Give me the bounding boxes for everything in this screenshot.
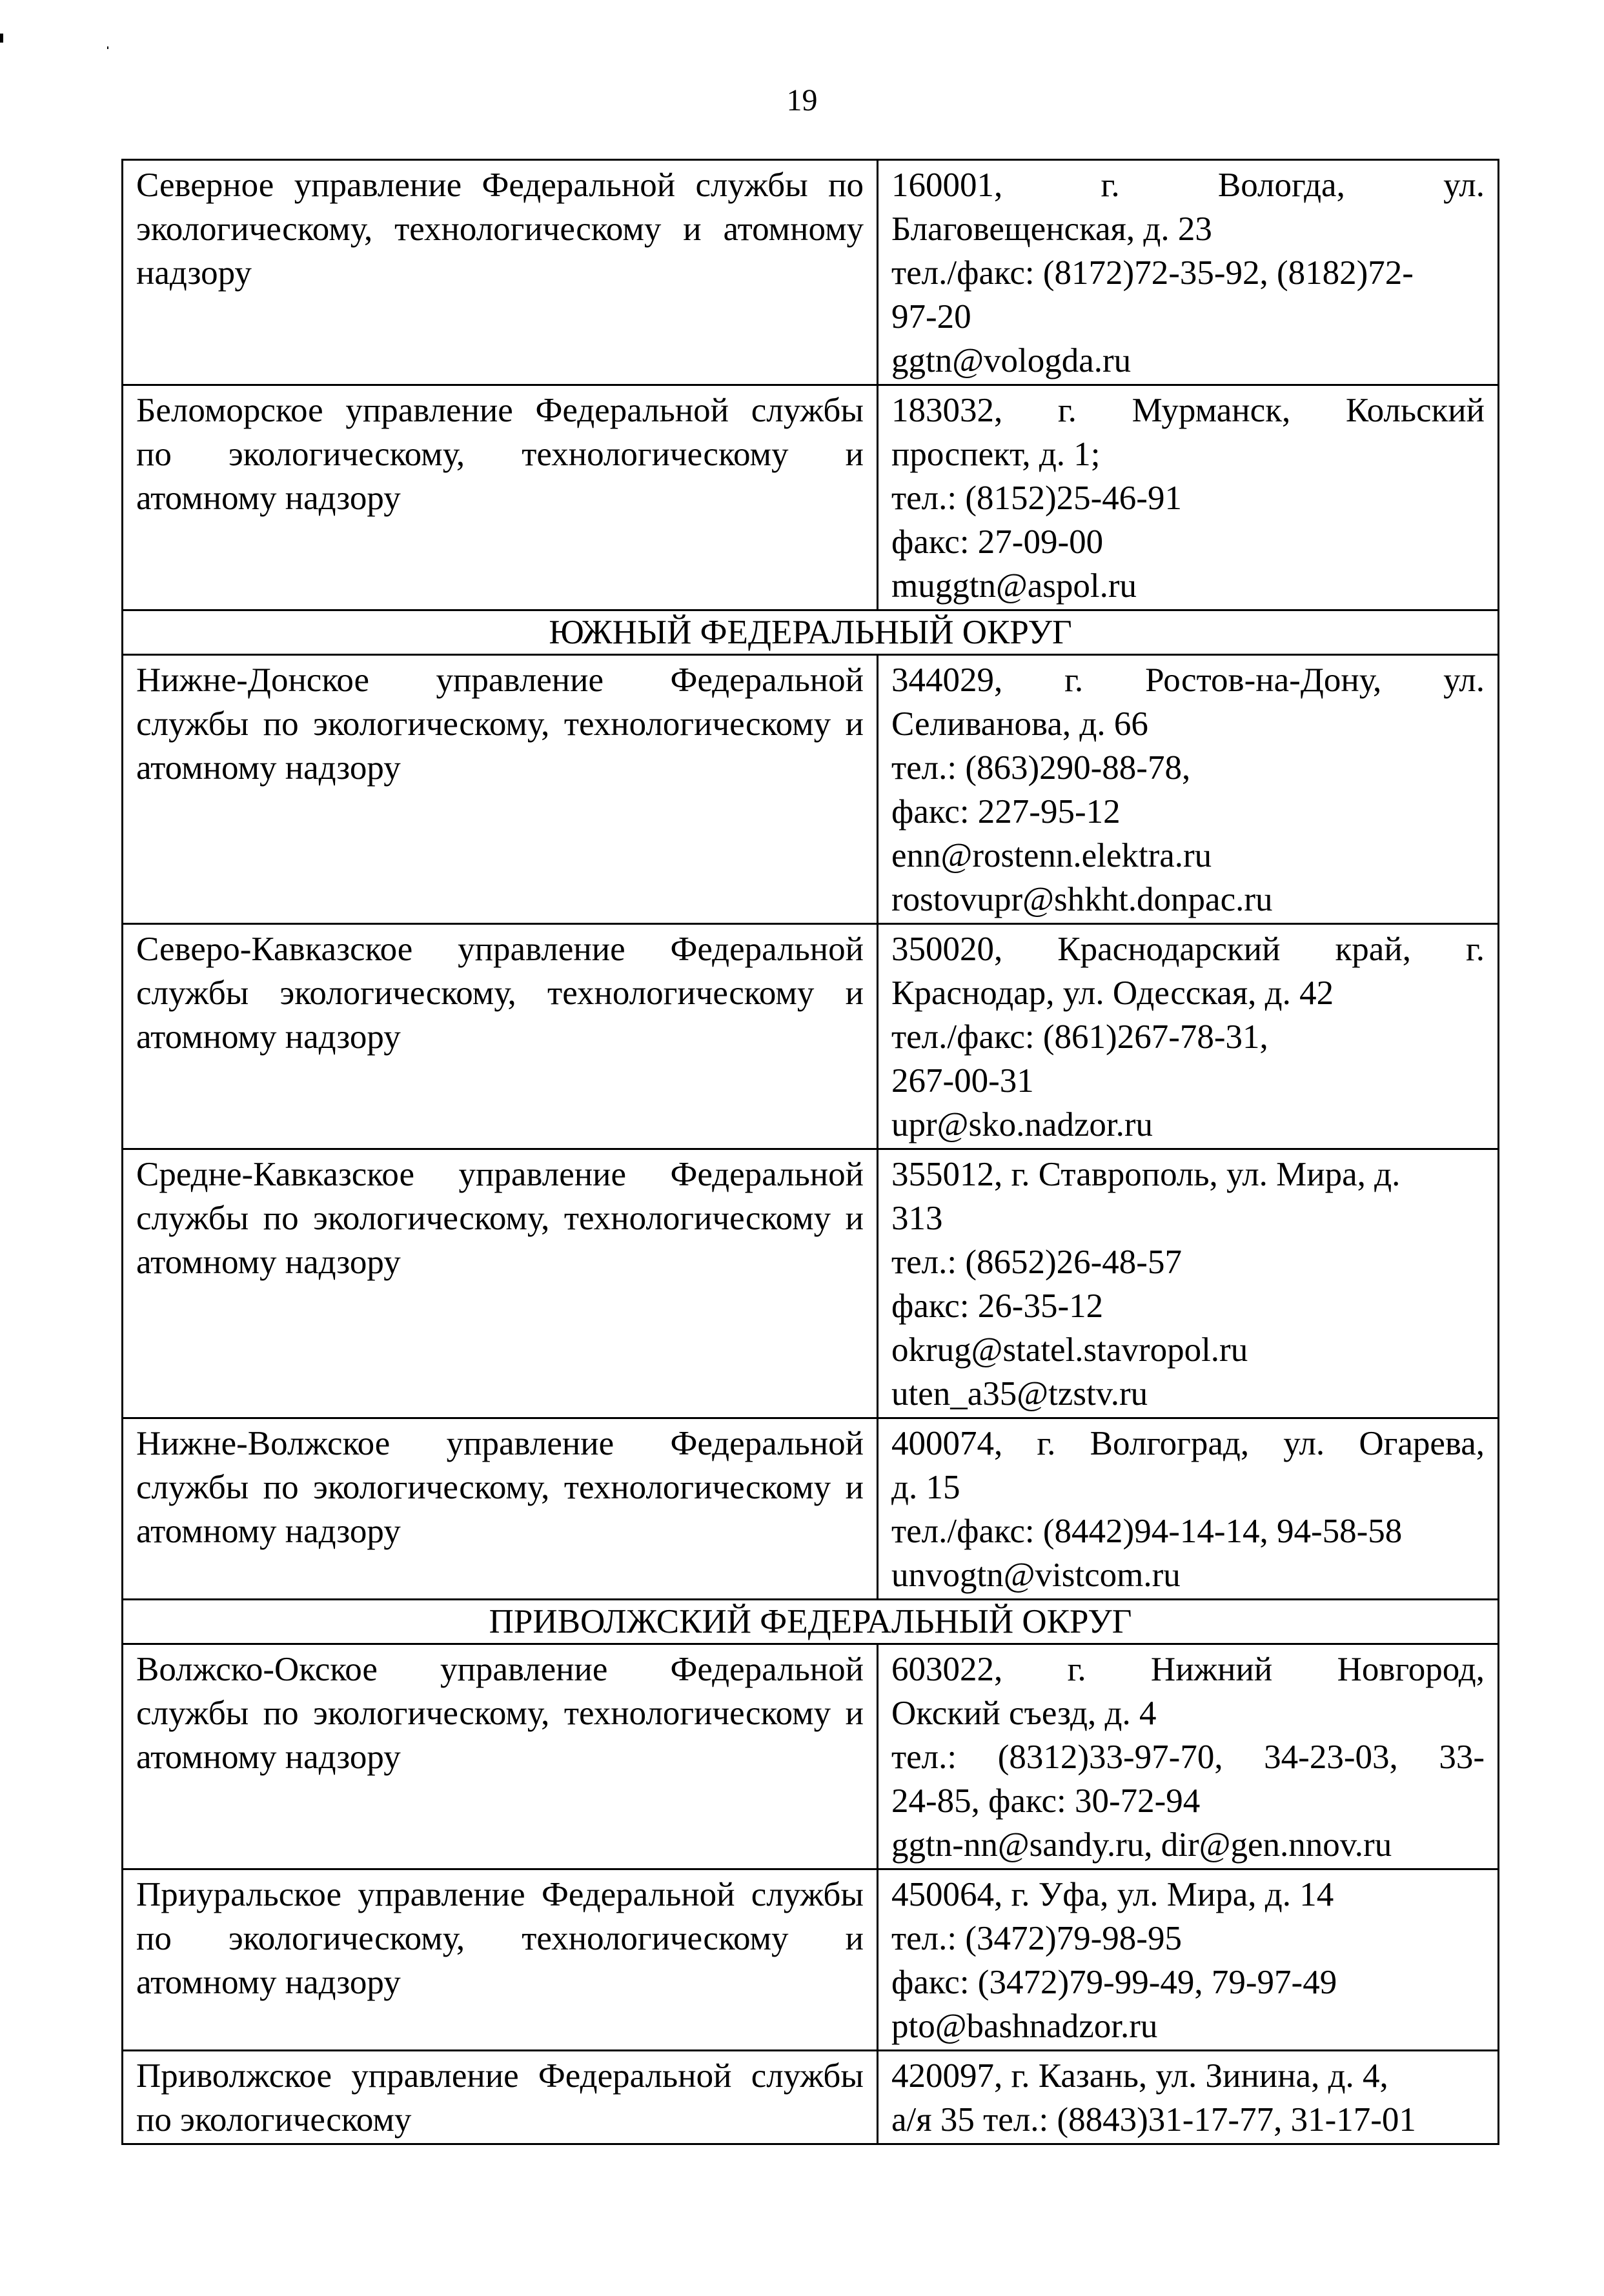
address-line: тел./факс: (8172)72-35-92, (8182)72- — [891, 254, 1414, 292]
org-name: Северное управление Федеральной службы по экологическому, технологическому и атомному надзору — [123, 160, 878, 385]
page-number: 19 — [786, 83, 818, 117]
address-line: тел./факс: (8442)94-14-14, 94-58-58 — [891, 1513, 1403, 1550]
address-line: факс: (3472)79-99-49, 79-97-49 — [891, 1964, 1337, 2001]
address-line: 24-85, факс: 30-72-94 — [891, 1782, 1201, 1820]
org-address — [878, 160, 1499, 385]
org-address — [878, 924, 1499, 1149]
org-name: Нижне-Донское управление Федеральной службы по экологическому, технологическому и атомному надзору — [123, 655, 878, 924]
table-row — [123, 385, 1499, 610]
org-address — [878, 1869, 1499, 2051]
address-line: 350020, Краснодарский край, г. — [891, 931, 1485, 968]
address-line: 313 — [891, 1200, 943, 1237]
org-address — [878, 1149, 1499, 1418]
address-line: Краснодар, ул. Одесская, д. 42 — [891, 974, 1334, 1012]
org-name: Волжско-Окское управление Федеральной службы по экологическому, технологическому и атомному надзору — [123, 1644, 878, 1869]
scan-mark-tick — [107, 46, 108, 49]
email: okrug@statel.stavropol.ru — [891, 1331, 1248, 1369]
org-name: Приволжское управление Федеральной службы по экологическому — [123, 2051, 878, 2144]
address-line: 400074, г. Волгоград, ул. Огарева, — [891, 1425, 1485, 1462]
email: ggtn-nn@sandy.ru, dir@gen.nnov.ru — [891, 1826, 1392, 1864]
table-row — [123, 1149, 1499, 1418]
table-row — [123, 160, 1499, 385]
address-line: проспект, д. 1; — [891, 436, 1101, 473]
scan-mark-dot — [0, 34, 3, 43]
address-line: 355012, г. Ставрополь, ул. Мира, д. — [891, 1156, 1401, 1193]
address-line: 97-20 — [891, 298, 971, 336]
region-header-row — [123, 1600, 1499, 1644]
org-name: Средне-Кавказское управление Федеральной службы по экологическому, технологическому и атомному надзору — [123, 1149, 878, 1418]
address-line: тел.: (8312)33-97-70, 34-23-03, 33- — [891, 1738, 1485, 1776]
email: muggtn@aspol.ru — [891, 567, 1137, 605]
org-name: Приуральское управление Федеральной службы по экологическому, технологическому и атомному надзору — [123, 1869, 878, 2051]
address-line: 344029, г. Ростов-на-Дону, ул. — [891, 661, 1485, 699]
address-line: тел.: (8152)25-46-91 — [891, 479, 1182, 517]
email: rostovupr@shkht.donpac.ru — [891, 881, 1273, 918]
email: pto@bashnadzor.ru — [891, 2008, 1158, 2045]
address-line: 450064, г. Уфа, ул. Мира, д. 14 — [891, 1876, 1334, 1913]
email: enn@rostenn.elektra.ru — [891, 837, 1212, 874]
address-line: тел.: (863)290-88-78, — [891, 749, 1191, 787]
address-line: 420097, г. Казань, ул. Зинина, д. 4, — [891, 2057, 1388, 2095]
org-name: Беломорское управление Федеральной службы по экологическому, технологическому и атомному надзору — [123, 385, 878, 610]
region-header: ПРИВОЛЖСКИЙ ФЕДЕРАЛЬНЫЙ ОКРУГ — [123, 1600, 1499, 1644]
region-header: ЮЖНЫЙ ФЕДЕРАЛЬНЫЙ ОКРУГ — [123, 610, 1499, 655]
address-line: факс: 227-95-12 — [891, 793, 1121, 831]
address-line: Селиванова, д. 66 — [891, 705, 1148, 743]
address-line: тел.: (3472)79-98-95 — [891, 1920, 1182, 1957]
address-line: тел./факс: (861)267-78-31, — [891, 1018, 1268, 1056]
org-address — [878, 655, 1499, 924]
address-line: а/я 35 тел.: (8843)31-17-77, 31-17-01 — [891, 2101, 1416, 2139]
address-line: 183032, г. Мурманск, Кольский — [891, 392, 1485, 429]
table-row — [123, 655, 1499, 924]
table-row — [123, 1644, 1499, 1869]
address-line: д. 15 — [891, 1469, 960, 1506]
address-line: Окский съезд, д. 4 — [891, 1695, 1157, 1732]
table-row — [123, 2051, 1499, 2144]
address-line: 160001, г. Вологда, ул. — [891, 166, 1485, 204]
email: uten_a35@tzstv.ru — [891, 1375, 1148, 1413]
address-line: тел.: (8652)26-48-57 — [891, 1244, 1182, 1281]
org-address — [878, 385, 1499, 610]
org-address — [878, 2051, 1499, 2144]
region-header-row — [123, 610, 1499, 655]
address-line: 267-00-31 — [891, 1062, 1034, 1100]
email: ggtn@vologda.ru — [891, 342, 1132, 379]
email: unvogtn@vistcom.ru — [891, 1556, 1181, 1594]
address-line: факс: 27-09-00 — [891, 523, 1104, 561]
org-name: Нижне-Волжское управление Федеральной службы по экологическому, технологическому и атомному надзору — [123, 1418, 878, 1600]
address-line: 603022, г. Нижний Новгород, — [891, 1651, 1485, 1688]
org-address — [878, 1644, 1499, 1869]
address-line: факс: 26-35-12 — [891, 1287, 1104, 1325]
table-row — [123, 924, 1499, 1149]
org-name: Северо-Кавказское управление Федеральной службы экологическому, технологическому и атомному надзору — [123, 924, 878, 1149]
org-address — [878, 1418, 1499, 1600]
directory-table — [121, 159, 1499, 2145]
table-row — [123, 1869, 1499, 2051]
table-row — [123, 1418, 1499, 1600]
email: upr@sko.nadzor.ru — [891, 1106, 1153, 1143]
address-line: Благовещенская, д. 23 — [891, 210, 1212, 248]
